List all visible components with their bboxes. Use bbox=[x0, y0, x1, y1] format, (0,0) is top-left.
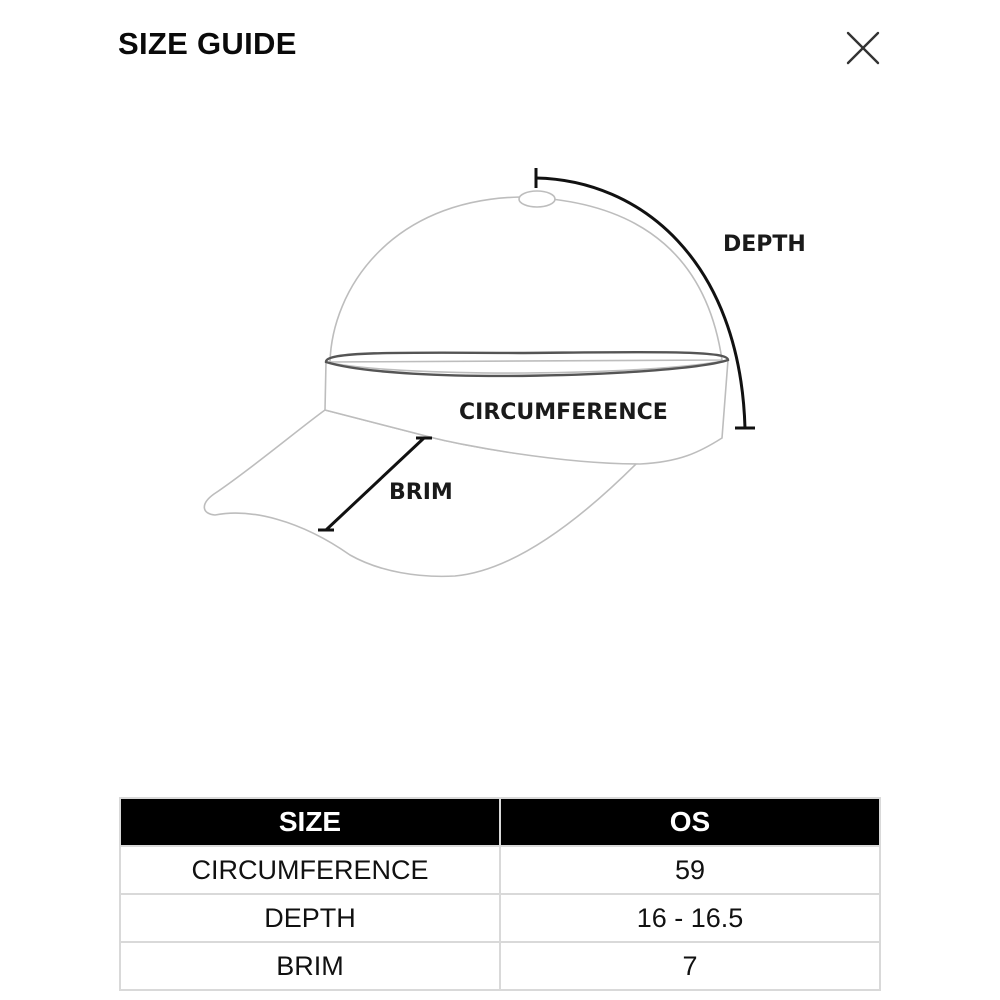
column-header-size: SIZE bbox=[120, 798, 500, 846]
cap-button bbox=[519, 191, 555, 207]
table-row bbox=[120, 894, 880, 942]
depth-label: DEPTH bbox=[723, 232, 806, 257]
table-row bbox=[120, 846, 880, 894]
size-table bbox=[119, 797, 881, 991]
table-header-row bbox=[120, 798, 880, 846]
row-value: 7 bbox=[500, 942, 880, 990]
row-label: CIRCUMFERENCE bbox=[120, 846, 500, 894]
brim-label: BRIM bbox=[389, 480, 453, 505]
cap-crown bbox=[330, 197, 722, 362]
size-guide-title: SIZE GUIDE bbox=[118, 26, 297, 61]
row-label: DEPTH bbox=[120, 894, 500, 942]
circumference-label: CIRCUMFERENCE bbox=[459, 400, 668, 425]
row-label: BRIM bbox=[120, 942, 500, 990]
row-value: 59 bbox=[500, 846, 880, 894]
row-value: 16 - 16.5 bbox=[500, 894, 880, 942]
column-header-os: OS bbox=[500, 798, 880, 846]
cap-illustration bbox=[204, 191, 728, 576]
table-row bbox=[120, 942, 880, 990]
